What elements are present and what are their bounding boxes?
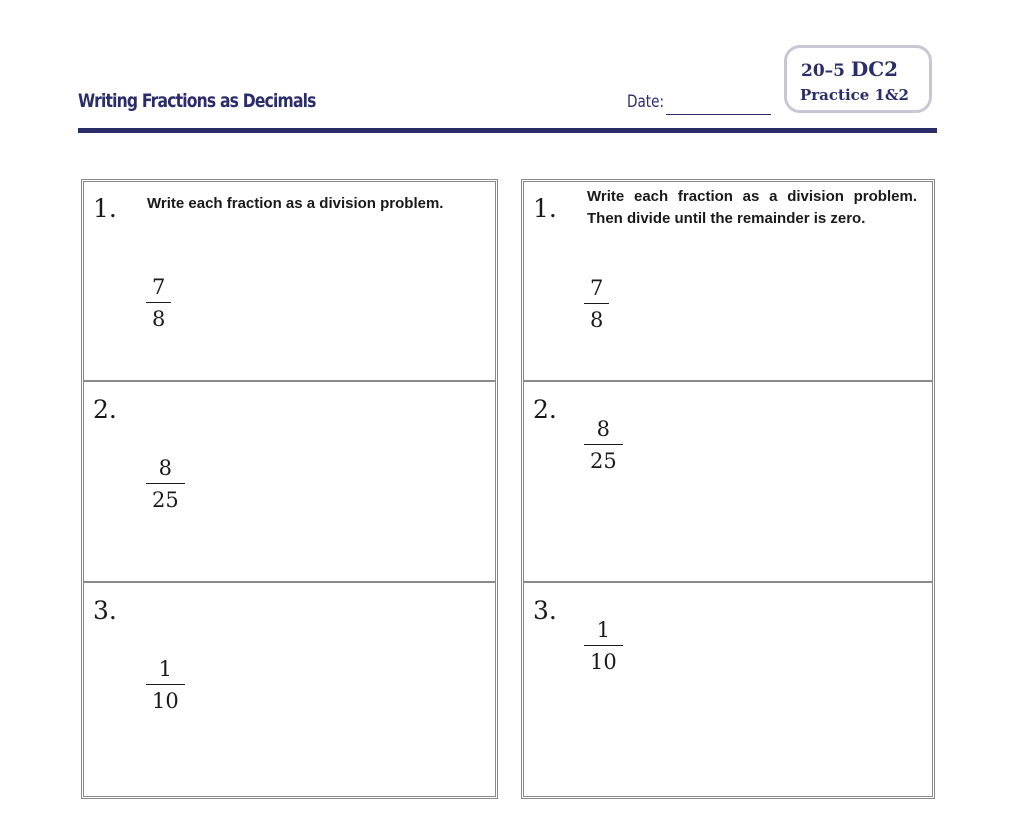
fraction-denominator: 10	[590, 650, 617, 674]
fraction	[146, 656, 185, 714]
lesson-code-prefix: 20–5	[801, 61, 845, 81]
fraction-numerator: 7	[590, 276, 604, 300]
fraction-bar	[146, 302, 171, 303]
lesson-code-suffix: DC2	[850, 57, 899, 81]
fraction-bar	[584, 444, 623, 445]
instructions: Write each fraction as a division problem. Then divide until the remainder is zero.	[587, 188, 917, 227]
lesson-subtitle: Practice 1&2	[800, 86, 909, 104]
fraction	[146, 455, 185, 513]
problem-number: 1.	[533, 194, 557, 223]
problem-number: 3.	[533, 596, 557, 625]
problem-number: 2.	[533, 395, 557, 424]
problem-number: 1.	[93, 194, 117, 223]
fraction-bar	[584, 303, 609, 304]
date-field	[627, 92, 673, 118]
fraction-numerator: 1	[596, 618, 611, 642]
worksheet-title: Writing Fractions as Decimals	[78, 90, 316, 112]
problem-cell[interactable]	[84, 584, 495, 814]
practice-1-column	[81, 179, 498, 799]
fraction-numerator: 7	[152, 275, 166, 299]
fraction-bar	[146, 684, 185, 685]
lesson-code	[801, 57, 898, 81]
fraction	[584, 275, 609, 333]
fraction-bar	[146, 483, 185, 484]
lesson-badge	[784, 45, 932, 113]
date-label: Date:	[627, 92, 665, 112]
practice-2-column	[521, 179, 935, 799]
fraction-denominator: 25	[152, 488, 179, 512]
fraction-bar	[584, 645, 623, 646]
header-divider	[78, 128, 937, 133]
fraction-denominator: 25	[590, 449, 617, 473]
fraction-numerator: 1	[158, 657, 173, 681]
fraction-numerator: 8	[158, 456, 173, 480]
instructions: Write each fraction as a division problem.	[147, 195, 444, 212]
fraction	[584, 416, 623, 474]
fraction-denominator: 8	[152, 307, 166, 331]
problem-number: 3.	[93, 596, 117, 625]
problem-cell[interactable]	[524, 182, 932, 382]
problem-number: 2.	[93, 395, 117, 424]
fraction-denominator: 10	[152, 689, 179, 713]
fraction	[146, 274, 171, 332]
fraction-numerator: 8	[596, 417, 611, 441]
problem-cell[interactable]	[524, 383, 932, 583]
date-blank-line[interactable]	[666, 114, 771, 115]
fraction	[584, 617, 623, 675]
fraction-denominator: 8	[590, 308, 604, 332]
problem-cell[interactable]	[84, 383, 495, 583]
problem-cell[interactable]	[84, 182, 495, 382]
problem-cell[interactable]	[524, 584, 932, 814]
